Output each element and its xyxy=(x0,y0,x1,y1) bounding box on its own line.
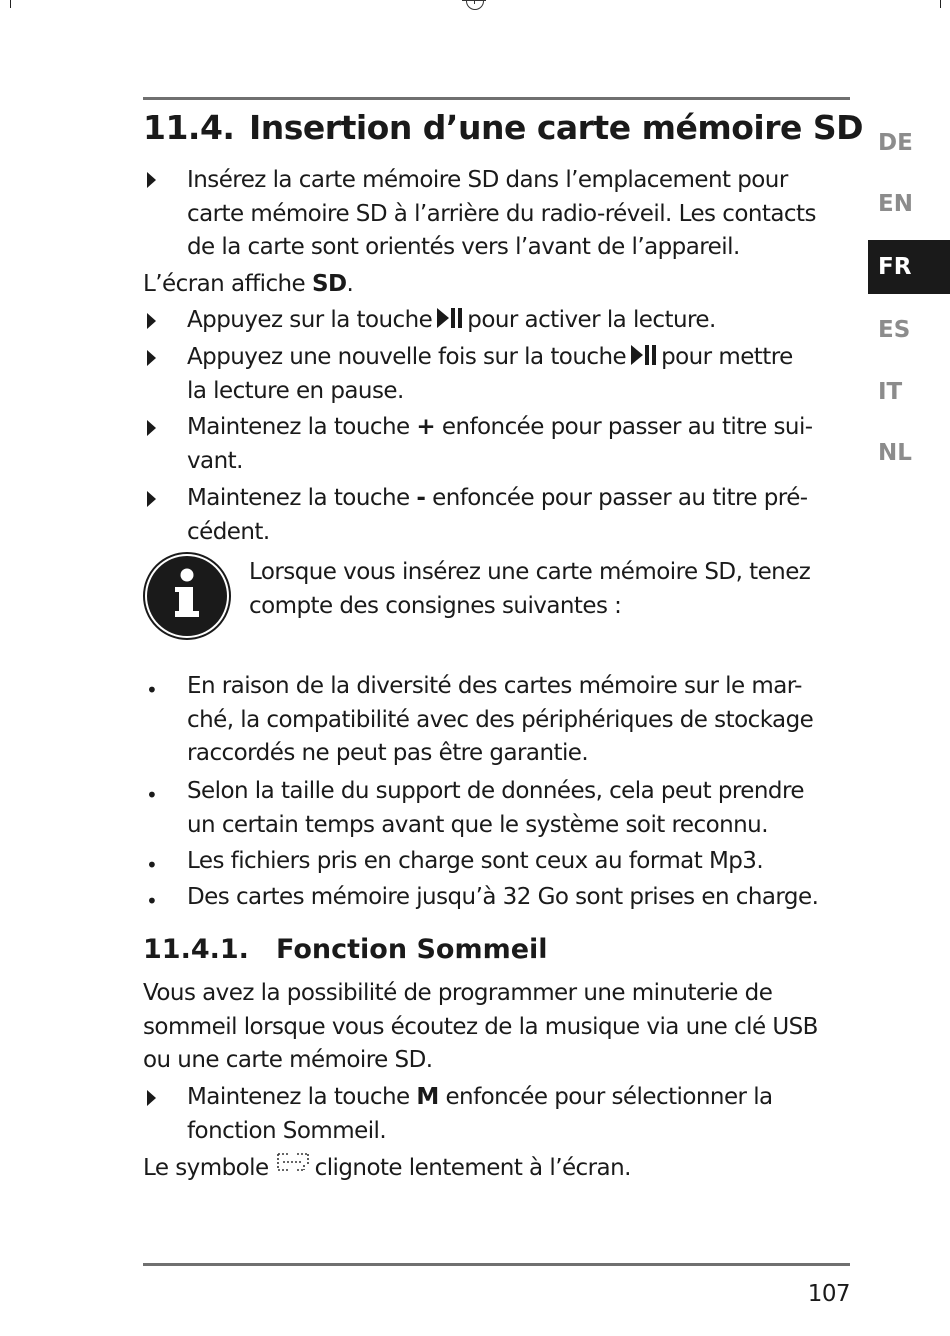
step-text: Appuyez une nouvelle fois sur la touche xyxy=(187,344,627,370)
triangle-right-icon xyxy=(147,1090,156,1106)
triangle-right-icon xyxy=(147,350,156,366)
step-line: de la carte sont orientés vers l’avant de l’appareil. xyxy=(187,234,740,260)
step-text: Maintenez la touche xyxy=(187,1084,417,1110)
page-number: 107 xyxy=(807,1281,850,1307)
intro-line: Vous avez la possibilité de programmer une minuterie de xyxy=(143,980,773,1006)
screen-line-prefix: L’écran affiche xyxy=(143,271,312,297)
list-line: Selon la taille du support de données, cela peut prendre xyxy=(187,778,804,804)
list-line: En raison de la diversité des cartes mémoire sur le mar- xyxy=(187,673,802,699)
step-line: carte mémoire SD à l’arrière du radio-réveil. Les contacts xyxy=(187,200,816,227)
top-rule xyxy=(143,97,850,100)
lang-tab-de[interactable]: DE xyxy=(878,130,913,156)
section-heading xyxy=(143,108,863,147)
info-circle-icon xyxy=(142,551,232,641)
screen-line-suffix: . xyxy=(346,271,354,297)
subsection-heading xyxy=(143,934,548,965)
step-insert-card xyxy=(187,164,852,265)
step-text: enfoncée pour passer au titre pré- xyxy=(425,485,808,511)
symbol-line xyxy=(143,1151,855,1186)
sleep-display-icon xyxy=(275,1151,311,1173)
step-text: enfoncée pour sélectionner la xyxy=(438,1084,773,1110)
info-note xyxy=(249,556,849,623)
subsection-number: 11.4.1. xyxy=(143,934,249,965)
bullet-dot: • xyxy=(146,783,158,807)
step-line: fonction Sommeil. xyxy=(187,1117,387,1144)
registration-mark-v xyxy=(474,0,475,4)
crop-mark-left xyxy=(10,0,11,8)
list-item xyxy=(187,845,852,879)
step-text: Maintenez la touche xyxy=(187,414,417,440)
triangle-right-icon xyxy=(147,313,156,329)
registration-mark xyxy=(466,0,484,10)
list-line: ché, la compatibilité avec des périphériques de stockage xyxy=(187,706,814,733)
step-line: vant. xyxy=(187,447,243,474)
step-text: Maintenez la touche xyxy=(187,485,417,511)
list-line: Des cartes mémoire jusqu’à 32 Go sont prises en charge. xyxy=(187,884,819,910)
intro-line: sommeil lorsque vous écoutez de la musique via une clé USB xyxy=(143,1013,818,1040)
lang-tab-fr[interactable]: FR xyxy=(868,240,950,294)
key-minus: - xyxy=(416,485,426,511)
step-sleep-function xyxy=(187,1081,852,1148)
section-number: 11.4. xyxy=(143,108,235,147)
intro-line: ou une carte mémoire SD. xyxy=(143,1047,433,1073)
triangle-right-icon xyxy=(147,491,156,507)
step-play xyxy=(187,304,852,338)
list-line: raccordés ne peut pas être garantie. xyxy=(187,740,589,766)
step-text: enfoncée pour passer au titre sui- xyxy=(435,414,813,440)
list-line: Les fichiers pris en charge sont ceux au format Mp3. xyxy=(187,848,764,874)
list-line: un certain temps avant que le système soit reconnu. xyxy=(187,811,768,838)
subsection-intro xyxy=(143,977,855,1078)
step-line: la lecture en pause. xyxy=(187,377,404,404)
crop-mark-right xyxy=(940,0,941,8)
lang-tab-es[interactable]: ES xyxy=(878,317,911,343)
subsection-title: Fonction Sommeil xyxy=(276,934,548,965)
screen-line-value: SD xyxy=(311,271,347,297)
play-pause-icon xyxy=(630,344,658,366)
bullet-dot: • xyxy=(146,853,158,877)
play-pause-icon xyxy=(436,307,464,329)
list-item xyxy=(187,881,852,915)
section-title: Insertion d’une carte mémoire SD xyxy=(249,108,864,147)
screen-shows-line xyxy=(143,268,855,302)
step-text: pour activer la lecture. xyxy=(467,307,716,333)
lang-tab-en[interactable]: EN xyxy=(878,191,913,217)
triangle-right-icon xyxy=(147,172,156,188)
key-m: M xyxy=(416,1084,439,1110)
step-next-track xyxy=(187,411,852,478)
symbol-text: clignote lentement à l’écran. xyxy=(314,1155,631,1181)
bottom-rule xyxy=(143,1263,850,1266)
lang-tab-it[interactable]: IT xyxy=(878,379,903,405)
list-item xyxy=(187,670,852,771)
step-pause xyxy=(187,341,852,408)
step-line: Insérez la carte mémoire SD dans l’emplacement pour xyxy=(187,167,788,193)
bullet-dot: • xyxy=(146,889,158,913)
symbol-text: Le symbole xyxy=(143,1155,269,1181)
step-previous-track xyxy=(187,482,852,549)
bullet-dot: • xyxy=(146,678,158,702)
info-line: compte des consignes suivantes : xyxy=(249,592,622,619)
lang-tab-nl[interactable]: NL xyxy=(878,440,912,466)
info-line: Lorsque vous insérez une carte mémoire SD, tenez xyxy=(249,559,811,585)
triangle-right-icon xyxy=(147,420,156,436)
list-item xyxy=(187,775,852,842)
key-plus: + xyxy=(416,414,436,440)
step-text: pour mettre xyxy=(661,344,793,370)
step-line: cédent. xyxy=(187,518,270,545)
step-text: Appuyez sur la touche xyxy=(187,307,433,333)
